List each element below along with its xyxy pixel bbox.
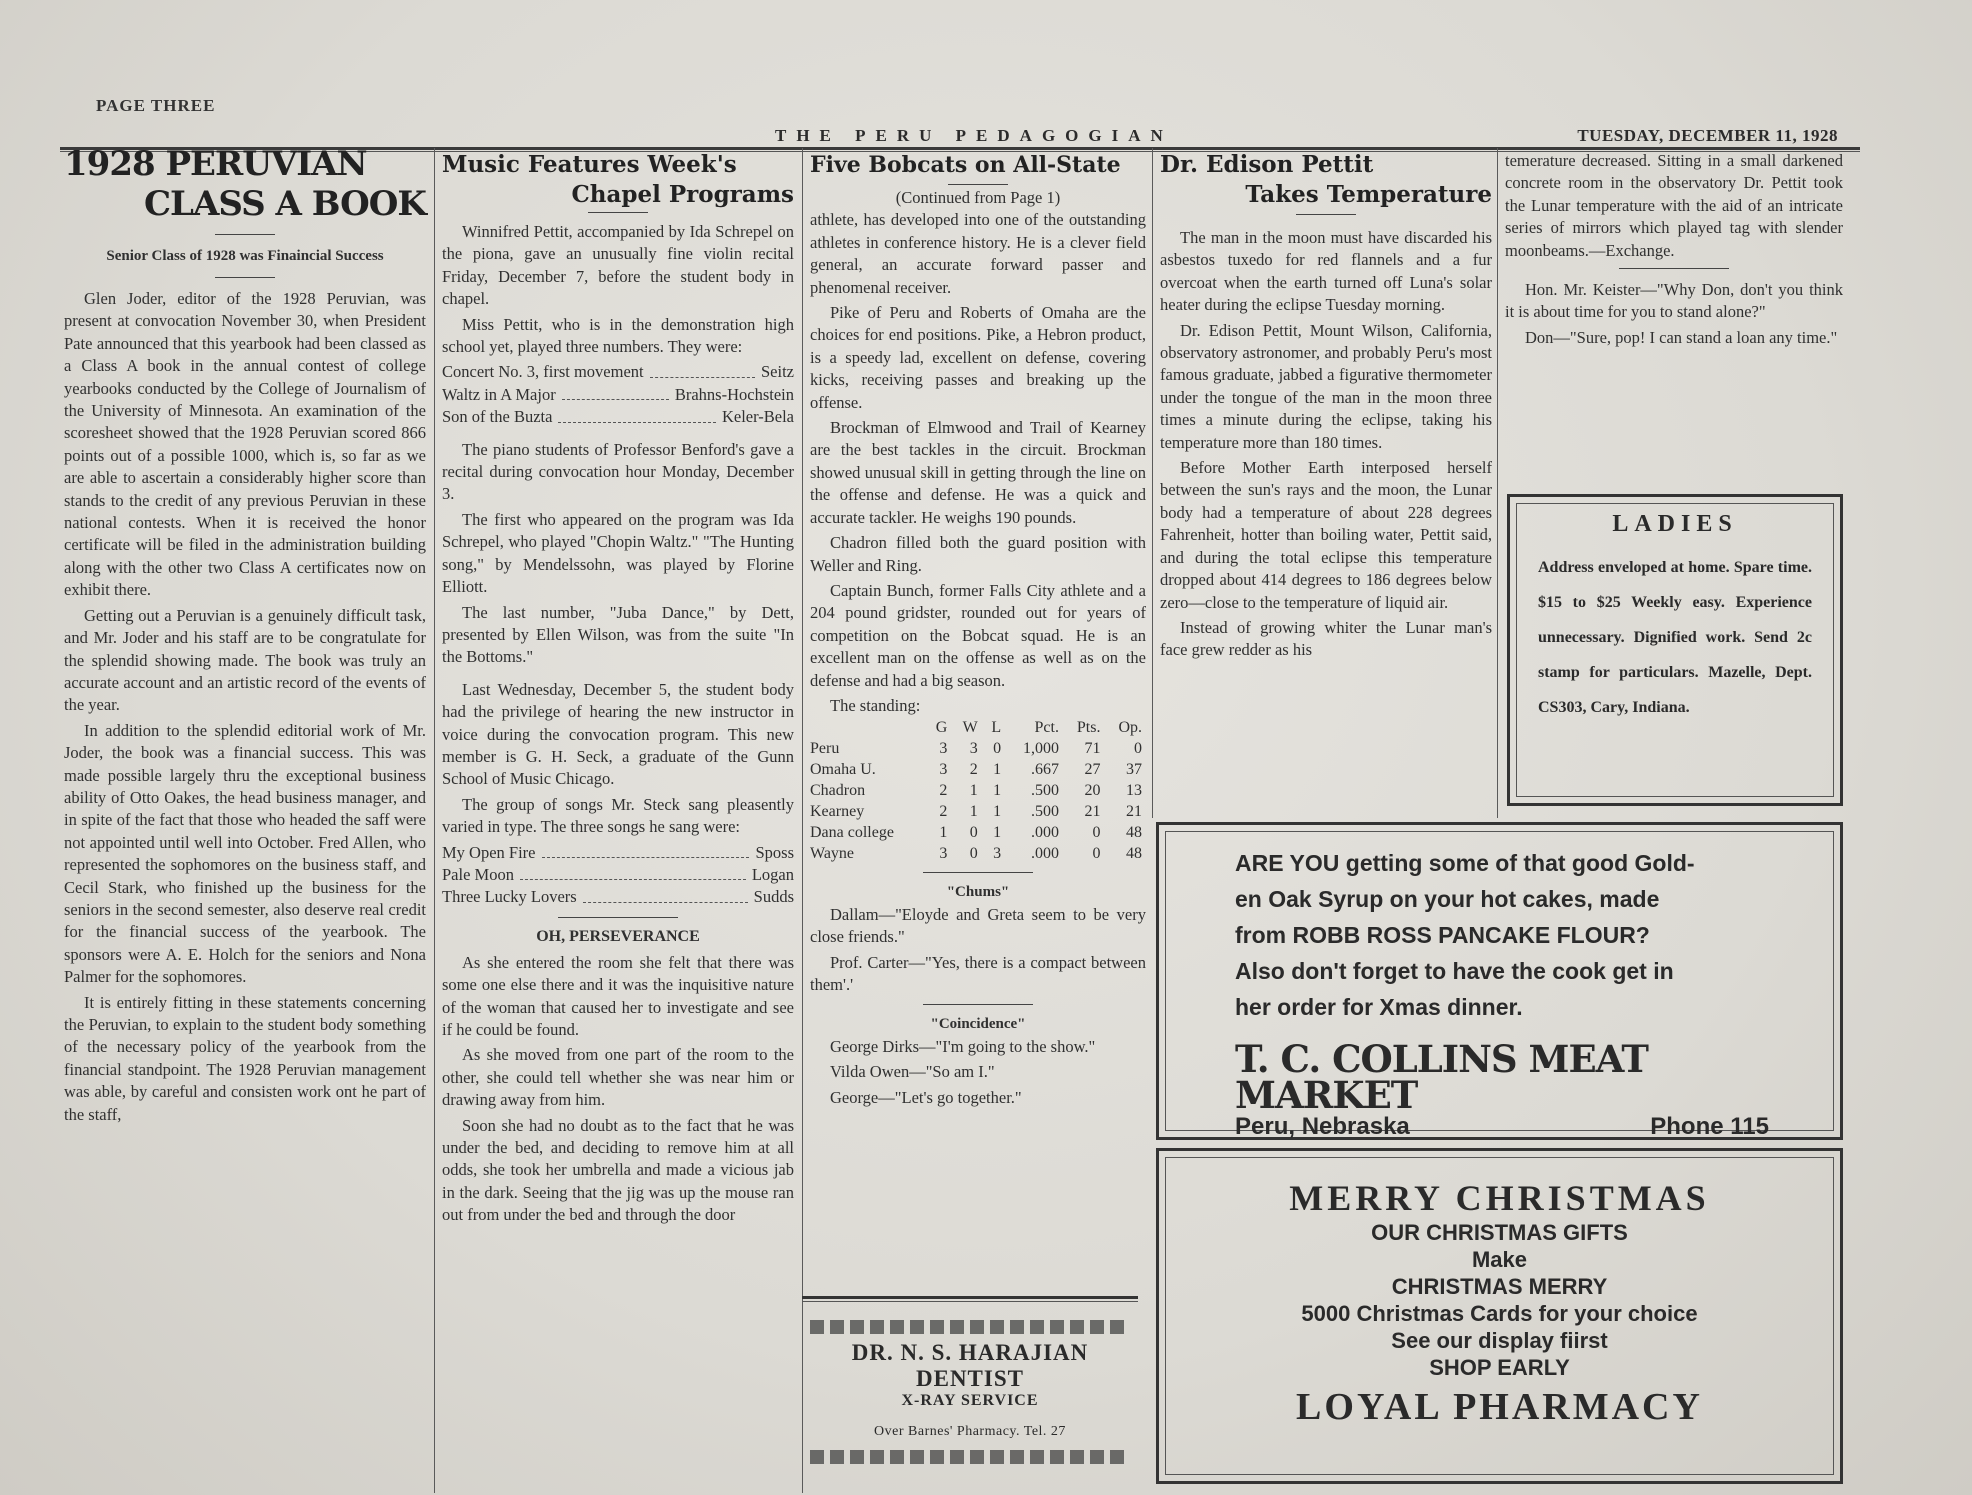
collins-city: Peru, Nebraska xyxy=(1235,1113,1410,1140)
paragraph: It is entirely fitting in these statements concerning the Peruvian, to explain to the student body something of the necessary policy of the yearbook from the financial standpoint. The 1928 Peruvian management was able, by careful and consisten work ont he part of the staff, xyxy=(64,992,426,1124)
paragraph: Getting out a Peruvian is a genuinely difficult task, and Mr. Joder and his staff are to be congratulate for the splendid showing made. The book was truly an accurate account and an artistic record of the events of the year. xyxy=(64,605,426,715)
table-row xyxy=(810,801,1146,822)
ad-rule xyxy=(802,1296,1138,1302)
piece: Son of the Buzta xyxy=(442,407,553,427)
table-row xyxy=(810,738,1146,759)
paragraph: Chadron filled both the guard position with Weller and Ring. xyxy=(810,533,1146,575)
dentist-service: X-RAY SERVICE xyxy=(901,1392,1039,1409)
stat-cell: 1 xyxy=(969,782,978,800)
deck: Senior Class of 1928 was Finaincial Success xyxy=(106,248,384,264)
xmas-line: See our display fiirst xyxy=(1391,1328,1608,1353)
piece: My Open Fire xyxy=(442,842,536,862)
ladies-ad xyxy=(1507,494,1843,806)
composer: Sposs xyxy=(755,842,794,862)
stat-cell: 21 xyxy=(1084,803,1101,821)
program-item xyxy=(442,361,794,383)
standing-label: The standing: xyxy=(830,695,921,715)
xmas-line: SHOP EARLY xyxy=(1429,1355,1570,1380)
team-cell: Kearney xyxy=(810,803,865,821)
table-header: Op. xyxy=(1118,719,1142,737)
stat-cell: 3 xyxy=(939,845,948,863)
headline-music xyxy=(442,150,794,210)
divider xyxy=(558,917,678,918)
issue-date: TUESDAY, DECEMBER 11, 1928 xyxy=(1577,126,1838,145)
program-item xyxy=(442,842,794,864)
divider xyxy=(948,184,1008,185)
divider xyxy=(923,872,1033,873)
headline-line: Music Features Week's xyxy=(442,151,737,178)
ad-inner-border xyxy=(1165,1157,1834,1475)
stat-cell: 0 xyxy=(1092,824,1101,842)
paragraph: athlete, has developed into one of the outstanding athletes in conference history. He is a clever field general, an accurate forward passer and phenomenal receiver. xyxy=(810,210,1146,297)
story-title: OH, PERSEVERANCE xyxy=(536,927,700,945)
table-row xyxy=(810,780,1146,801)
program-item xyxy=(442,886,794,908)
pharmacy-name: LOYAL PHARMACY xyxy=(1296,1386,1703,1428)
collins-phone: Phone 115 xyxy=(1650,1113,1769,1140)
table-row xyxy=(810,759,1146,780)
team-cell: Chadron xyxy=(810,782,866,800)
article-pettit xyxy=(1160,150,1492,665)
ad-border-decoration xyxy=(810,1320,1130,1334)
paragraph: As she entered the room she felt that there was some one else there and it was the inquisitive nature of the woman that caused her to investigate and see if he could be found. xyxy=(442,952,794,1039)
stat-cell: 2 xyxy=(969,761,978,779)
stat-cell: 1 xyxy=(969,803,978,821)
piece: Waltz in A Major xyxy=(442,384,556,404)
table-header-row xyxy=(810,717,1146,738)
paragraph: George—"Let's go together." xyxy=(830,1087,1022,1107)
ad-border-decoration xyxy=(810,1450,1130,1464)
paragraph: Dallam—"Eloyde and Greta seem to be very close friends." xyxy=(810,904,1146,947)
stat-cell: 21 xyxy=(1126,803,1142,821)
dentist-name: DR. N. S. HARAJIAN xyxy=(851,1340,1089,1365)
collins-ad xyxy=(1156,822,1843,1140)
paragraph: The first who appeared on the program was Ida Schrepel, who played "Chopin Waltz." "The Hunting song," by Mendelssohn, was played by Florine Elliott. xyxy=(442,509,794,597)
article-continued xyxy=(1505,150,1843,352)
paragraph: As she moved from one part of the room to the other, she could tell whether she was near him or drawing away from him. xyxy=(442,1045,794,1110)
divider xyxy=(923,1004,1033,1005)
stat-cell: 0 xyxy=(993,740,1002,758)
paragraph: The piano students of Professor Benford's gave a recital during convocation hour Monday, December 3. xyxy=(442,439,794,504)
team-cell: Peru xyxy=(810,740,840,758)
xmas-ad xyxy=(1156,1148,1843,1484)
table-header xyxy=(810,717,926,738)
xmas-line: Make xyxy=(1471,1247,1528,1272)
divider xyxy=(1619,268,1729,269)
table-row xyxy=(810,822,1146,843)
team-cell: Omaha U. xyxy=(810,761,876,779)
stat-cell: 48 xyxy=(1126,845,1142,863)
column-rule xyxy=(434,148,435,1493)
composer: Brahns-Hochstein xyxy=(674,384,794,404)
stat-cell: 2 xyxy=(939,803,948,821)
headline-line: Takes Temperature xyxy=(1245,181,1492,208)
stat-cell: 3 xyxy=(939,761,948,779)
paragraph: George Dirks—"I'm going to the show." xyxy=(830,1036,1096,1056)
paragraph: Dr. Edison Pettit, Mount Wilson, California, observatory astronomer, and probably Peru's most famous graduate, jabbed a figurative thermometer under the tongue of the man in the moon three times a minute during the eclipse, taking his temperature more than 180 times. xyxy=(1160,320,1492,452)
paragraph: temerature decreased. Sitting in a small darkened concrete room in the observatory Dr. Pettit took the Lunar temperature with the aid of an intricate series of mirrors which played tag with slender moonbeams.—Exchange. xyxy=(1505,151,1843,260)
story-title: "Chums" xyxy=(946,884,1010,901)
paragraph: Pike of Peru and Roberts of Omaha are the choices for end positions. Pike, a Hebron product, is a speedy lad, excellent on defense, covering kicks, receiving passes and breaking up the offense. xyxy=(810,303,1146,412)
program-item xyxy=(442,384,794,406)
composer: Keler-Bela xyxy=(721,407,794,427)
paragraph: Don—"Sure, pop! I can stand a loan any time." xyxy=(1525,327,1838,347)
table-header: W xyxy=(962,719,978,737)
composer: Seitz xyxy=(761,362,794,382)
stat-cell: 48 xyxy=(1126,824,1142,842)
headline-line: 1928 PERUVIAN xyxy=(64,144,367,184)
stat-cell: 2 xyxy=(939,782,948,800)
headline-line: Dr. Edison Pettit xyxy=(1160,151,1374,178)
paragraph: The man in the moon must have discarded his asbestos tuxedo for red flannels and a fur overcoat when the earth turned off Luna's solar heater during the eclipse Tuesday morning. xyxy=(1160,228,1492,315)
paragraph: In addition to the splendid editorial work of Mr. Joder, the book was a financial success. This was made possible largely thru the exceptional business ability of Otto Oakes, the head business manager, and in spite of the fact that those who headed the saff were not appointed until well into October. Fred Allen, who represented the sophomores on the business staff, and Cecil Stark, who finished up the business for the seniors in the second semester, also deserve real credit for the financial success of the yearbook. The sponsors were A. E. Holch for the seniors and Nona Palmer for the sophomores. xyxy=(64,720,426,987)
column-rule xyxy=(1152,148,1153,818)
paragraph: Vilda Owen—"So am I." xyxy=(830,1062,995,1082)
piece: Three Lucky Lovers xyxy=(442,887,577,907)
table-row xyxy=(810,843,1146,864)
paragraph: Instead of growing whiter the Lunar man's face grew redder as his xyxy=(1160,617,1492,660)
headline-line: Chapel Programs xyxy=(571,181,794,208)
paragraph: Glen Joder, editor of the 1928 Peruvian, was present at convocation November 30, when President Pate announced that this yearbook had been classed as a Class A book in the annual contest of college yearbooks conducted by the College of Journalism of the University of Minnesota. An examination of the scoresheet showed that the 1928 Peruvian scored 866 points out of a possible 1000, which is, so far as we are able to ascertain a considerably higher score than stands to the credit of any previous Peruvian in these national contests. When it is received the honor certificate will be filed in the administration building along with the other two Class A certificates now on exhibit there. xyxy=(64,289,426,600)
xmas-title: MERRY CHRISTMAS xyxy=(1289,1178,1710,1218)
dentist-ad xyxy=(802,1296,1138,1490)
stat-cell: 71 xyxy=(1084,740,1101,758)
article-music xyxy=(442,150,794,1230)
ladies-ad-title: LADIES xyxy=(1612,511,1738,537)
standings-table xyxy=(810,717,1146,864)
stat-cell: 3 xyxy=(969,740,978,758)
team-cell: Dana college xyxy=(810,824,894,842)
ad-line: Also don't forget to have the cook get in xyxy=(1235,958,1674,984)
continued-note: (Continued from Page 1) xyxy=(895,188,1061,207)
headline-peruvian xyxy=(64,144,426,224)
stat-cell: .000 xyxy=(1030,824,1059,842)
paragraph: Miss Pettit, who is in the demonstration high school yet, played three numbers. They were: xyxy=(442,314,794,357)
program-item xyxy=(442,406,794,428)
collins-contact xyxy=(1235,1113,1769,1141)
ad-line: from ROBB ROSS PANCAKE FLOUR? xyxy=(1235,922,1650,948)
stat-cell: 1,000 xyxy=(1022,740,1059,758)
paragraph: Captain Bunch, former Falls City athlete and a 204 pound gridster, rounded out for years of competition on the Bobcat squad. He is an excellent man on the offense as well as on the defense and had a big season. xyxy=(810,580,1146,690)
paragraph: Brockman of Elmwood and Trail of Kearney are the best tackles in the circuit. Brockman showed unusual skill in getting through the line on the offense and defense. He was a quick and accurate tackler. He weighs 190 pounds. xyxy=(810,418,1146,527)
stat-cell: 1 xyxy=(993,824,1002,842)
divider xyxy=(215,234,275,235)
paragraph: Winnifred Pettit, accompanied by Ida Schrepel on the piona, gave an unusually fine violin recital Friday, December 7, before the student body in chapel. xyxy=(442,222,794,309)
paper-name: THE PERU PEDAGOGIAN xyxy=(775,126,1173,145)
stat-cell: 1 xyxy=(993,782,1002,800)
headline-line: CLASS A BOOK xyxy=(144,184,426,224)
stat-cell: 0 xyxy=(1134,740,1142,758)
composer: Logan xyxy=(751,864,794,884)
stat-cell: 0 xyxy=(1092,845,1101,863)
paragraph: The last number, "Juba Dance," by Dett, presented by Ellen Wilson, was from the suite "In the Bottoms." xyxy=(442,602,794,667)
divider xyxy=(215,277,275,278)
ladies-ad-body: Address enveloped at home. Spare time. $15 to $25 Weekly easy. Experience unnecessary. Dignified work. Send 2c stamp for particulars. Mazelle, Dept. CS303, Cary, Indiana. xyxy=(1538,559,1812,716)
piece: Pale Moon xyxy=(442,864,514,884)
piece: Concert No. 3, first movement xyxy=(442,362,644,382)
stat-cell: 13 xyxy=(1126,782,1142,800)
story-title: "Coincidence" xyxy=(930,1016,1026,1033)
xmas-line: OUR CHRISTMAS GIFTS xyxy=(1371,1220,1628,1245)
ad-inner-border xyxy=(1516,503,1834,797)
stat-cell: 20 xyxy=(1084,782,1101,800)
table-header: G xyxy=(935,719,948,737)
paragraph: The group of songs Mr. Steck sang pleasently varied in type. The three songs he sang were: xyxy=(442,794,794,837)
stat-cell: 1 xyxy=(939,824,948,842)
article-bobcats xyxy=(810,150,1146,1112)
divider xyxy=(1296,214,1356,215)
ad-line: en Oak Syrup on your hot cakes, made xyxy=(1235,886,1660,912)
stat-cell: 1 xyxy=(993,803,1002,821)
table-header: Pts. xyxy=(1076,719,1101,737)
divider xyxy=(588,212,648,213)
headline-bobcats: Five Bobcats on All-State xyxy=(810,152,1121,178)
stat-cell: .500 xyxy=(1030,803,1059,821)
paragraph: Hon. Mr. Keister—"Why Don, don't you think it is about time for you to stand alone?" xyxy=(1505,280,1843,322)
stat-cell: .000 xyxy=(1030,845,1059,863)
stat-cell: .500 xyxy=(1030,782,1059,800)
program-item xyxy=(442,864,794,886)
xmas-line: 5000 Christmas Cards for your choice xyxy=(1301,1301,1698,1326)
stat-cell: 0 xyxy=(969,845,978,863)
ad-line: her order for Xmas dinner. xyxy=(1235,994,1523,1020)
xmas-line: CHRISTMAS MERRY xyxy=(1391,1274,1608,1299)
table-header: L xyxy=(991,719,1002,737)
paragraph: Prof. Carter—"Yes, there is a compact between them'.' xyxy=(810,952,1146,994)
stat-cell: .667 xyxy=(1030,761,1059,779)
paragraph: Before Mother Earth interposed herself between the sun's rays and the moon, the Lunar body had a temperature of about 228 degrees Fahrenheit, hotter than boiling water, Pettit said, and during the total eclipse this temperature dropped about 414 degrees to 186 degrees below zero—close to the temperature of liquid air. xyxy=(1160,458,1492,612)
stat-cell: 3 xyxy=(939,740,948,758)
stat-cell: 27 xyxy=(1084,761,1101,779)
stat-cell: 3 xyxy=(993,845,1002,863)
page-label: PAGE THREE xyxy=(96,96,216,115)
column-rule xyxy=(802,148,803,1493)
dentist-title: DENTIST xyxy=(916,1366,1024,1391)
paragraph: Soon she had no doubt as to the fact that he was under the bed, and deciding to remove him at all odds, she took her umbrella and made a vicious jab in the dark. Seeing that the jig was up the mouse ran out from under the bed and through the door xyxy=(442,1115,794,1225)
column-rule xyxy=(1497,148,1498,818)
article-peruvian xyxy=(64,144,426,1129)
collins-name: T. C. COLLINS MEAT MARKET xyxy=(1235,1037,1648,1117)
table-header: Pct. xyxy=(1034,719,1059,737)
composer: Sudds xyxy=(753,887,794,907)
team-cell: Wayne xyxy=(810,845,855,863)
stat-cell: 37 xyxy=(1126,761,1142,779)
paragraph: Last Wednesday, December 5, the student body had the privilege of hearing the new instructor in voice during the convocation program. This new member is G. H. Seck, a graduate of the Gunn School of Music Chicago. xyxy=(442,679,794,789)
ad-line: ARE YOU getting some of that good Gold- xyxy=(1235,850,1695,876)
stat-cell: 0 xyxy=(969,824,978,842)
headline-pettit xyxy=(1160,150,1492,210)
stat-cell: 1 xyxy=(993,761,1002,779)
dentist-location: Over Barnes' Pharmacy. Tel. 27 xyxy=(874,1424,1066,1439)
